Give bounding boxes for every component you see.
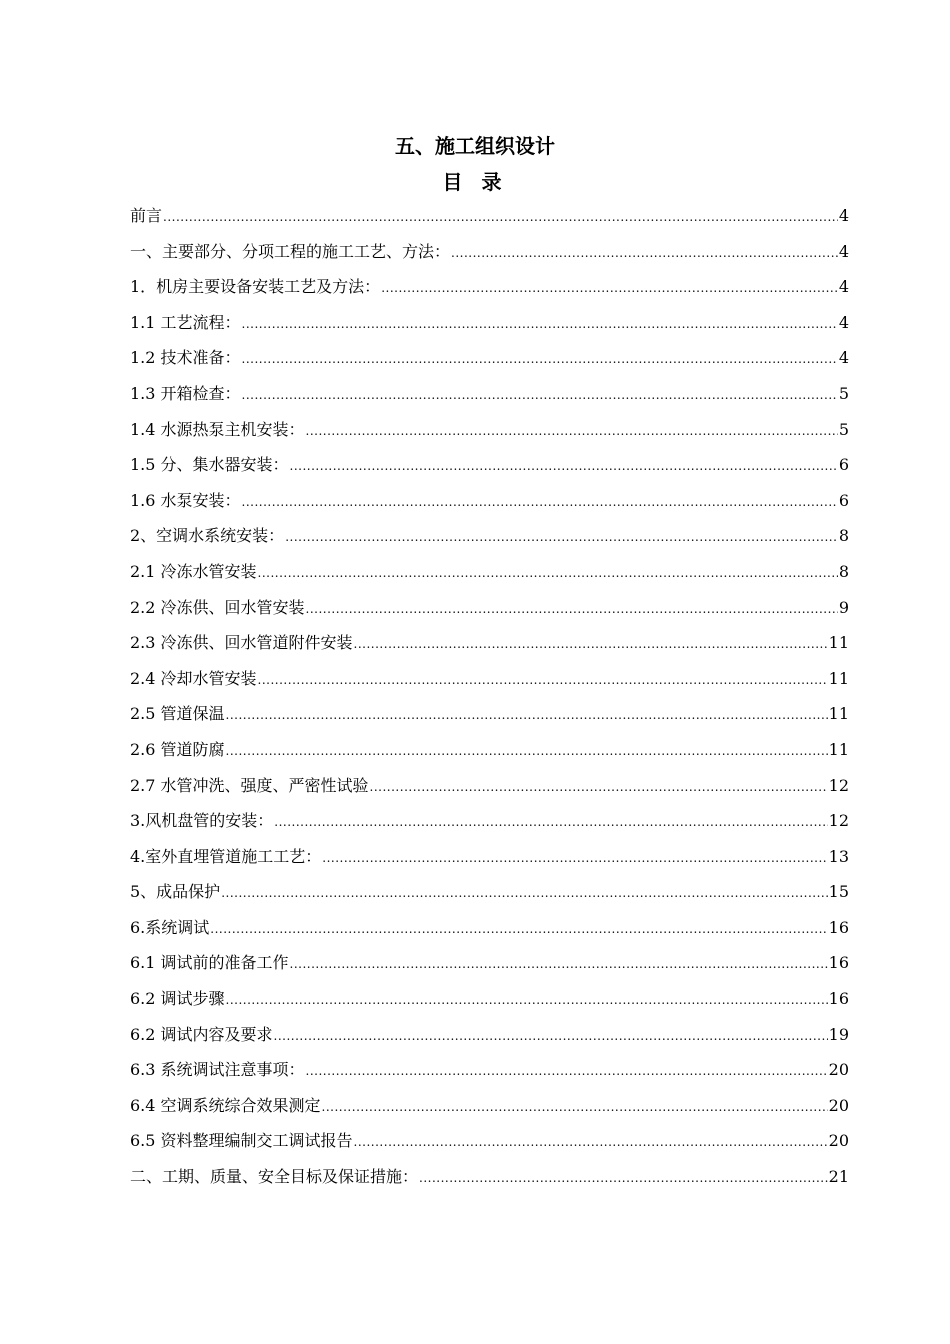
toc-leader-dots: [226, 737, 828, 765]
toc-entry[interactable]: [130, 878, 849, 914]
toc-leader-dots: [242, 381, 838, 409]
toc-leader-dots: [226, 701, 828, 729]
toc-entry[interactable]: [130, 629, 849, 665]
toc-entry[interactable]: [130, 380, 849, 416]
toc-leader-dots: [163, 203, 838, 231]
toc-entry[interactable]: [130, 451, 849, 487]
toc-leader-dots: [226, 986, 828, 1014]
toc-entry[interactable]: [130, 665, 849, 701]
toc-entry[interactable]: [130, 843, 849, 879]
toc-entry-page: 16: [828, 989, 849, 1009]
toc-entry[interactable]: [130, 202, 849, 238]
toc-entry-label: 1.3 开箱检查：: [130, 383, 241, 403]
toc-entry-label: 2、空调水系统安装：: [130, 526, 285, 546]
toc-entry-label: 一、主要部分、分项工程的施工工艺、方法：: [130, 241, 451, 261]
toc-entry-label: 6.2 调试步骤: [130, 989, 225, 1009]
toc-entry-page: 11: [828, 668, 849, 688]
toc-entry-label: 4.室外直埋管道施工工艺：: [130, 846, 322, 866]
toc-entry[interactable]: [130, 985, 849, 1021]
toc-entry-label: 2.5 管道保温: [130, 704, 225, 724]
toc-entry-label: 1.4 水源热泵主机安装：: [130, 419, 305, 439]
toc-entry-page: 20: [828, 1060, 849, 1080]
toc-entry-page: 5: [838, 419, 849, 439]
toc-heading: 目 录: [442, 170, 508, 194]
toc-leader-dots: [354, 1128, 828, 1156]
toc-leader-dots: [210, 915, 827, 943]
toc-entry-page: 4: [838, 277, 849, 297]
toc-entry-page: 6: [838, 455, 849, 475]
toc-leader-dots: [306, 595, 838, 623]
toc-leader-dots: [258, 666, 828, 694]
toc-entry[interactable]: [130, 772, 849, 808]
toc-entry[interactable]: [130, 1163, 849, 1199]
toc-leader-dots: [290, 452, 838, 480]
toc-entry[interactable]: [130, 1021, 849, 1057]
toc-entry-label: 6.系统调试: [130, 917, 210, 937]
toc-entry[interactable]: [130, 1092, 849, 1128]
toc-entry-label: 1.2 技术准备：: [130, 348, 241, 368]
toc-entry-label: 2.7 水管冲洗、强度、严密性试验: [130, 775, 369, 795]
toc-entry[interactable]: [130, 273, 849, 309]
toc-leader-dots: [242, 488, 838, 516]
toc-entry[interactable]: [130, 914, 849, 950]
toc-entry[interactable]: [130, 807, 849, 843]
toc-leader-dots: [451, 239, 838, 267]
toc-entry-page: 20: [828, 1131, 849, 1151]
toc-entry-page: 13: [828, 846, 849, 866]
toc-entry[interactable]: [130, 949, 849, 985]
toc-entry-page: 16: [828, 953, 849, 973]
toc-entry[interactable]: [130, 558, 849, 594]
toc-entry-page: 21: [828, 1167, 849, 1187]
toc-leader-dots: [258, 559, 838, 587]
toc-leader-dots: [242, 345, 838, 373]
toc-entry-page: 11: [828, 704, 849, 724]
toc-leader-dots: [322, 1093, 828, 1121]
toc-entry[interactable]: [130, 238, 849, 274]
toc-leader-dots: [354, 630, 828, 658]
toc-entry-page: 9: [838, 597, 849, 617]
toc-entry[interactable]: [130, 736, 849, 772]
toc-entry-page: 11: [828, 633, 849, 653]
toc-entry-page: 8: [838, 561, 849, 581]
toc-entry-label: 6.5 资料整理编制交工调试报告: [130, 1131, 353, 1151]
toc-entry-label: 5、成品保护: [130, 882, 221, 902]
toc-entry-page: 4: [838, 206, 849, 225]
toc-entry[interactable]: [130, 1127, 849, 1163]
toc-entry-label: 2.1 冷冻水管安装: [130, 561, 257, 581]
toc-entry[interactable]: [130, 594, 849, 630]
toc-entry-label: 6.3 系统调试注意事项：: [130, 1060, 305, 1080]
toc-entry-label: 2.6 管道防腐: [130, 739, 225, 759]
toc-entry-page: 8: [838, 526, 849, 546]
toc-leader-dots: [306, 417, 838, 445]
toc-leader-dots: [290, 950, 828, 978]
toc-leader-dots: [306, 1057, 828, 1085]
toc-entry[interactable]: [130, 344, 849, 380]
toc-entry-page: 19: [828, 1024, 849, 1044]
toc-entry[interactable]: [130, 309, 849, 345]
toc-leader-dots: [419, 1164, 828, 1192]
toc-entry-label: 6.2 调试内容及要求: [130, 1024, 273, 1044]
toc-entry-label: 1.6 水泵安装：: [130, 490, 241, 510]
toc-entry-page: 4: [838, 312, 849, 332]
toc-leader-dots: [274, 808, 827, 836]
toc-entry-label: 1.1 工艺流程：: [130, 312, 241, 332]
toc-entry-page: 12: [828, 811, 849, 831]
toc-entry-label: 6.1 调试前的准备工作: [130, 953, 289, 973]
toc-leader-dots: [322, 844, 827, 872]
toc-entry-label: 二、工期、质量、安全目标及保证措施：: [130, 1167, 419, 1187]
toc-leader-dots: [370, 773, 828, 801]
toc-entry-page: 12: [828, 775, 849, 795]
toc-entry[interactable]: [130, 522, 849, 558]
table-of-contents: [130, 202, 849, 1199]
toc-leader-dots: [221, 879, 827, 907]
toc-entry-page: 6: [838, 490, 849, 510]
toc-entry-page: 16: [828, 917, 849, 937]
toc-leader-dots: [274, 1022, 828, 1050]
toc-leader-dots: [285, 523, 838, 551]
toc-entry-page: 11: [828, 739, 849, 759]
toc-entry-label: 6.4 空调系统综合效果测定: [130, 1095, 321, 1115]
toc-leader-dots: [381, 274, 838, 302]
toc-entry-label: 前言: [130, 206, 163, 225]
toc-entry-page: 4: [838, 348, 849, 368]
toc-entry-label: 1.5 分、集水器安装：: [130, 455, 289, 475]
toc-entry-page: 20: [828, 1095, 849, 1115]
toc-entry-label: 3.风机盘管的安装：: [130, 811, 274, 831]
toc-leader-dots: [242, 310, 838, 338]
toc-entry-label: 2.2 冷冻供、回水管安装: [130, 597, 305, 617]
toc-entry-label: 2.4 冷却水管安装: [130, 668, 257, 688]
toc-entry-label: 1．机房主要设备安装工艺及方法：: [130, 277, 381, 297]
toc-entry-label: 2.3 冷冻供、回水管道附件安装: [130, 633, 353, 653]
toc-entry[interactable]: [130, 1056, 849, 1092]
toc-entry[interactable]: [130, 700, 849, 736]
document-title: 五、施工组织设计: [395, 134, 555, 158]
toc-entry[interactable]: [130, 487, 849, 523]
toc-entry-page: 4: [838, 241, 849, 261]
toc-entry-page: 15: [828, 882, 849, 902]
toc-entry-page: 5: [838, 383, 849, 403]
toc-entry[interactable]: [130, 416, 849, 452]
